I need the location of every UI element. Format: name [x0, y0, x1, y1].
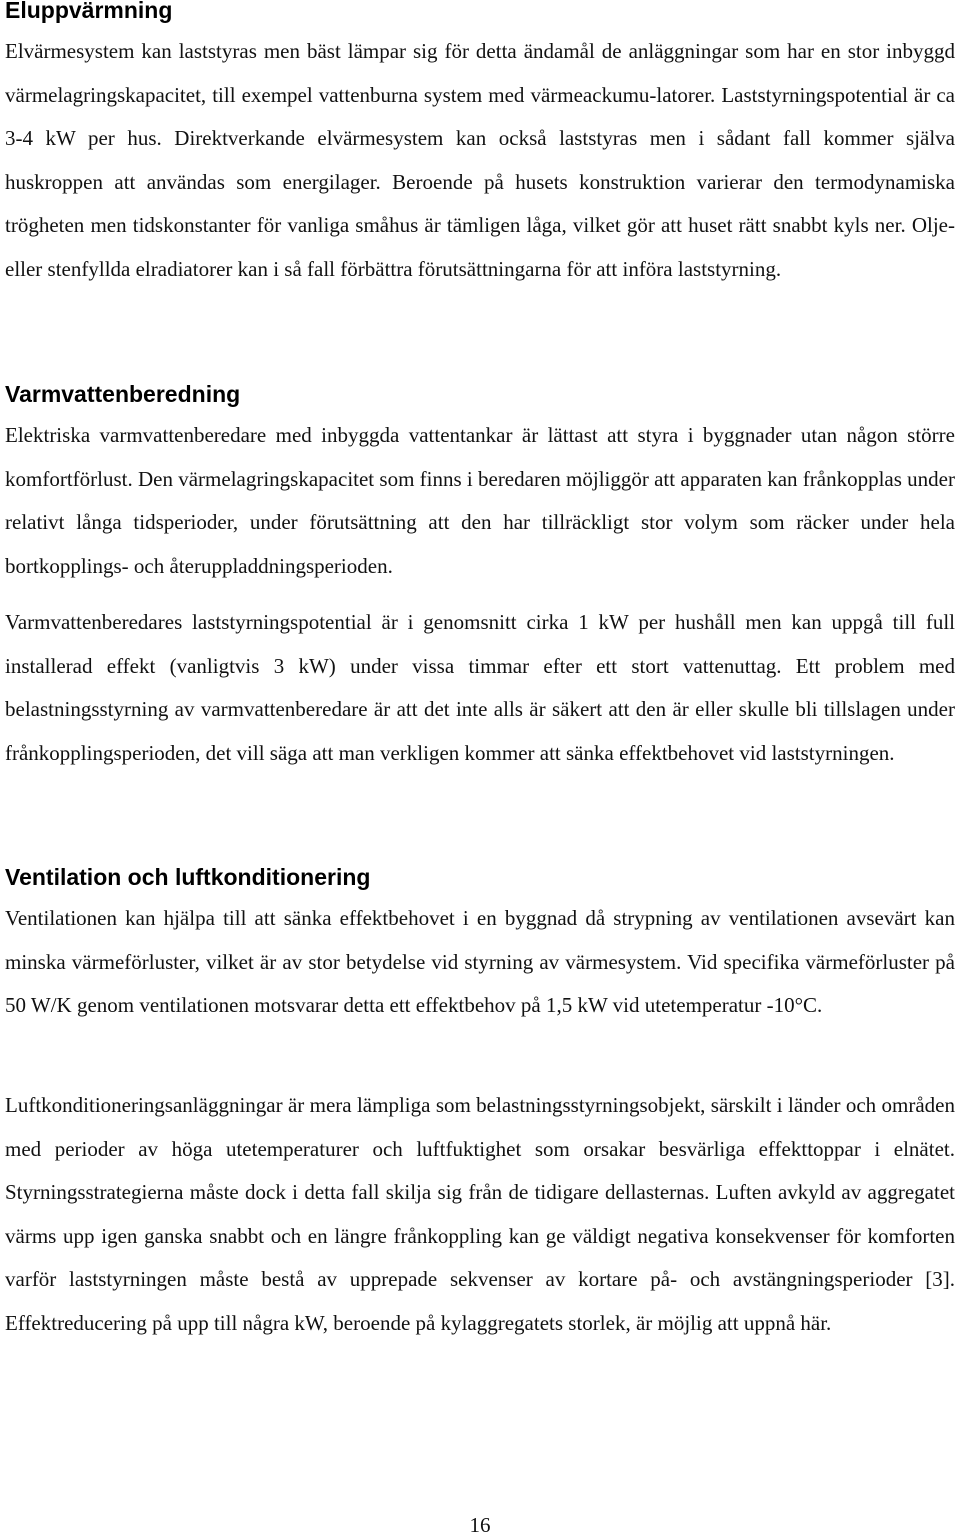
paragraph-eluppvarmning: Elvärmesystem kan laststyras men bäst lämpar sig för detta ändamål de anläggningar som har en stor inbyggd värmelagringskapacitet, till exempel vattenburna system med värmeackumu-latorer. Laststyrningspotential är ca 3-4 kW per hus. Direktverkande elvärmesystem kan också laststyras men i sådant fall kommer själva huskroppen att användas som energilager. Beroende på husets konstruktion varierar den termodynamiska trögheten men tidskonstanter för vanliga småhus är tämligen låga, vilket gör att huset rätt snabbt kyls ner. Olje- eller stenfyllda elradiatorer kan i så fall förbättra förutsättningarna för att införa laststyrning. [5, 39, 955, 281]
section-heading-varmvattenberedning: Varmvattenberedning [5, 381, 241, 407]
paragraph-ventilation-1: Ventilationen kan hjälpa till att sänka effektbehovet i en byggnad då strypning av ventilationen avsevärt kan minska värmeförluster, vilket är av stor betydelse vid styrning av värmesystem. Vid specifika värmeförluster på 50 W/K genom ventilationen motsvarar detta ett effektbehov på 1,5 kW vid utetemperatur -10°C. [5, 906, 955, 1018]
paragraph-ventilation-2: Luftkonditioneringsanläggningar är mera lämpliga som belastningsstyrningsobjekt, särskilt i länder och områden med perioder av höga utetemperaturer och luftfuktighet som orsakar besvärliga effekttoppar i elnätet. Styrningsstrategierna måste dock i detta fall skilja sig från de tidigare dellasternas. Luften avkyld av aggregatet värms upp igen ganska snabbt och en längre frånkoppling kan ge väldigt negativa konsekvenser för komforten varför laststyrningen måste bestå av upprepade sekvenser av kortare på- och avstängningsperioder [3]. Effektreducering på upp till några kW, beroende på kylaggregatets storlek, är möjlig att uppnå här. [5, 1093, 955, 1335]
page-number: 16 [469, 1513, 491, 1537]
paragraph-varmvattenberedning-2: Varmvattenberedares laststyrningspotential är i genomsnitt cirka 1 kW per hushåll men kan uppgå till full installerad effekt (vanligtvis 3 kW) under vissa timmar efter ett stort vattenuttag. Ett problem med belastningsstyrning av varmvattenberedare är att det inte alls är säkert att den är eller skulle bli tillslagen under frånkopplingsperioden, det vill säga att man verkligen kommer att sänka effektbehovet vid laststyrningen. [5, 610, 955, 765]
paragraph-varmvattenberedning-1: Elektriska varmvattenberedare med inbyggda vattentankar är lättast att styra i byggnader utan någon större komfortförlust. Den värmelagringskapacitet som finns i beredaren möjliggör att apparaten kan frånkopplas under relativt långa tidsperioder, under förutsättning att den har tillräckligt stor volym som räcker under hela bortkopplings- och återuppladdningsperioden. [5, 423, 955, 578]
section-heading-ventilation: Ventilation och luftkonditionering [5, 864, 371, 890]
section-heading-eluppvarmning: Eluppvärmning [5, 0, 173, 23]
